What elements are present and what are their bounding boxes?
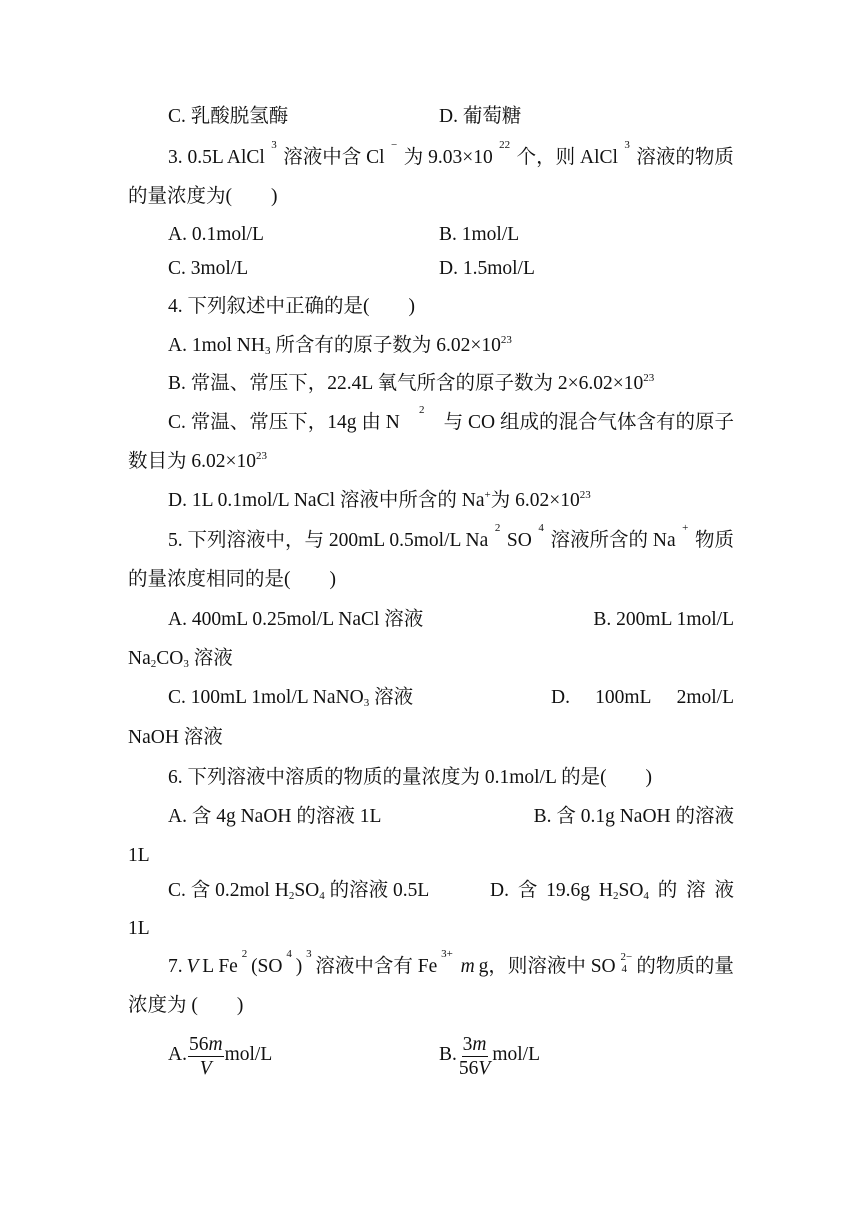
- q4-option-c-line2: 数目为 $6.02\times 10^{23}$: [128, 450, 267, 472]
- q4-stem: 4. 下列叙述中正确的是( ): [168, 296, 415, 317]
- fraction-3m-over-56v: $\frac{3m}{56V}$: [458, 1034, 491, 1080]
- fraction-56m-over-v: $\frac{56m}{V}$: [188, 1034, 223, 1080]
- q7-stem-line2: 浓度为 ( ): [128, 995, 244, 1016]
- q6-option-d-cont: 1L: [128, 918, 150, 939]
- q4-option-d: D. 1L 0.1mol/L NaCl 溶液中所含的 Na+为 $6.02\times 10^{23}$: [168, 489, 591, 511]
- q7-option-a: A. $\frac{56m}{V}$ mol/L: [168, 1034, 273, 1080]
- q5-stem-line1: 5. 下列溶液中，与 200mL 0.5mol/L Na 2 SO 4 溶液所含的 Na + 物质: [168, 522, 734, 551]
- q6-option-b: B. 含 0.1g NaOH 的溶液: [533, 806, 734, 827]
- q5-option-c: C. 100mL 1mol/L NaNO$_3$ 溶液: [168, 687, 414, 709]
- q3-option-c: C. 3mol/L: [168, 258, 249, 279]
- q5-option-a: A. 400mL 0.25mol/L NaCl 溶液: [168, 609, 424, 630]
- q7-stem-line1: 7. V L Fe 2 (SO 4 ) 3 溶液中含有 Fe 3+ m g，则溶液中 SO 2− 4 的物质的量: [168, 948, 734, 977]
- q3-option-b: B. 1mol/L: [439, 224, 520, 245]
- q6-option-c: C. 含 0.2mol $H_2SO_4$ 的溶液 0.5L: [168, 880, 430, 902]
- q5-option-d: D. 100mL 2mol/L: [551, 687, 734, 708]
- q6-option-a: A. 含 4g NaOH 的溶液 1L: [168, 806, 382, 827]
- q7-option-b: B. $\frac{3m}{56V}$ mol/L: [439, 1034, 540, 1080]
- q3-option-a: A. 0.1mol/L: [168, 224, 264, 245]
- q6-stem: 6. 下列溶液中溶质的物质的量浓度为 0.1mol/L 的是( ): [168, 767, 653, 788]
- q3-option-d: D. 1.5mol/L: [439, 258, 535, 279]
- q4-option-c-line1: C. 常温、常压下，14g 由 N 2 与 CO 组成的混合气体含有的原子: [168, 404, 734, 433]
- q4-option-b: B. 常温、常压下，22.4L 氧气所含的原子数为 $2\times 6.02\times 10^{23}$: [168, 372, 655, 394]
- q2-option-d: D. 葡萄糖: [439, 106, 522, 127]
- q5-stem-line2: 的量浓度相同的是( ): [128, 569, 336, 590]
- q3-stem-line2: 的量浓度为( ): [128, 186, 278, 207]
- q5-option-d-cont: NaOH 溶液: [128, 727, 223, 748]
- q5-option-b-cont: $Na_2CO_3$ 溶液: [128, 648, 233, 670]
- q5-option-b: B. 200mL 1mol/L: [593, 609, 734, 630]
- q6-option-d: D. 含 19.6g $H_2SO_4$ 的 溶 液: [490, 880, 734, 902]
- q4-option-a: A. 1mol $NH_3$ 所含有的原子数为 $6.02\times 10^{23}$: [168, 334, 512, 357]
- q6-option-b-cont: 1L: [128, 845, 150, 866]
- sulfate-charge-stack: 2− 4: [620, 951, 633, 975]
- q2-option-c: C. 乳酸脱氢酶: [168, 106, 289, 127]
- q3-stem-line1: 3. 0.5L AlCl 3 溶液中含 Cl − 为 9.03×10 22 个，则 AlCl 3 溶液的物质: [168, 139, 734, 168]
